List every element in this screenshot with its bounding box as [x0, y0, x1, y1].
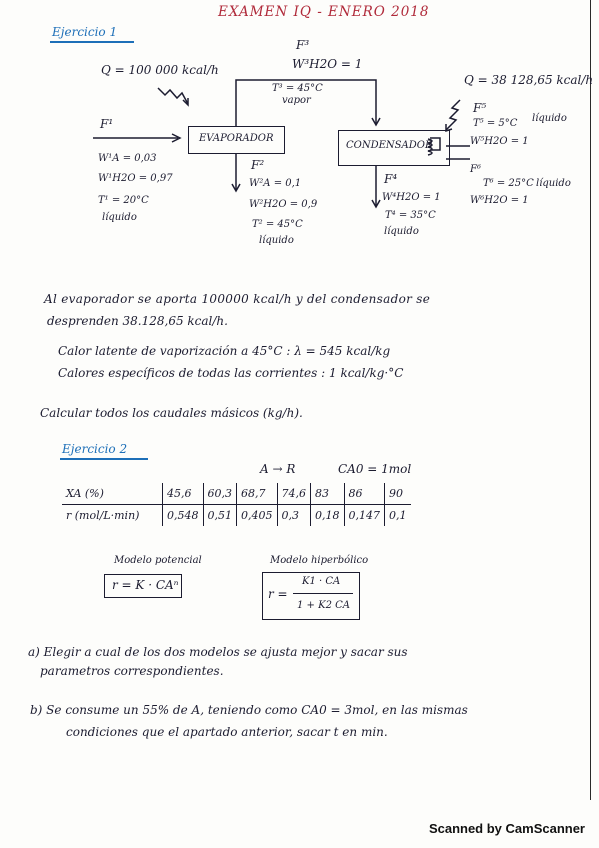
condenser-label: CONDENSADOR: [346, 140, 433, 151]
table-cell: 0,51: [203, 505, 237, 527]
f5-temperature: T⁵ = 5°C: [473, 118, 518, 129]
table-row: [62, 505, 411, 527]
f6-label: F⁶: [470, 164, 481, 175]
model-1-equation: r = K · CAⁿ: [112, 578, 179, 592]
table-row: [62, 483, 411, 505]
question-a-line-2: parametros correspondientes.: [40, 664, 224, 678]
f5-water-fraction: W⁵H2O = 1: [470, 136, 529, 147]
process-diagram: [0, 0, 599, 300]
kinetics-data-table: [62, 483, 411, 526]
f1-a-fraction: W¹A = 0,03: [98, 153, 157, 164]
f2-water-fraction: W²H2O = 0,9: [249, 199, 318, 210]
table-cell: 0,405: [237, 505, 278, 527]
f3-stream-line: [236, 80, 376, 127]
ca0-label: CA0 = 1mol: [338, 462, 412, 476]
f1-water-fraction: W¹H2O = 0,97: [98, 173, 173, 184]
table-cell: 0,18: [311, 505, 345, 527]
table-cell: 74,6: [277, 483, 311, 505]
model-2-denominator: 1 + K2 CA: [297, 600, 350, 611]
f1-label: F¹: [100, 117, 114, 131]
table-cell: 0,147: [344, 505, 385, 527]
f4-water-fraction: W⁴H2O = 1: [382, 192, 441, 203]
table-cell: 0,548: [163, 505, 204, 527]
scanner-watermark: Scanned by CamScanner: [428, 821, 585, 836]
f6-state: líquido: [536, 178, 571, 189]
f5-state: líquido: [532, 113, 567, 124]
q-evap-wavy-arrow: [158, 88, 188, 104]
fraction-bar: [293, 593, 353, 594]
q-cond-wavy-arrow: [446, 100, 460, 130]
table-cell: 45,6: [163, 483, 204, 505]
model-2-title: Modelo hiperbólico: [270, 555, 369, 566]
q-evaporator: Q = 100 000 kcal/h: [101, 63, 219, 77]
latent-heat-line: Calor latente de vaporización a 45°C : λ = 545 kcal/kg: [58, 344, 391, 358]
exercise-2-title: Ejercicio 2: [62, 442, 128, 456]
f5-label: F⁵: [473, 101, 487, 115]
question-b-line-2: condiciones que el apartado anterior, sacar t en min.: [66, 725, 388, 739]
table-cell: 0,3: [277, 505, 311, 527]
model-1-title: Modelo potencial: [114, 555, 202, 566]
f4-temperature: T⁴ = 35°C: [385, 210, 436, 221]
exercise-2-underline: [60, 458, 148, 460]
table-cell: 83: [311, 483, 345, 505]
table-row-label: r (mol/L·min): [66, 509, 140, 522]
table-cell: 86: [344, 483, 385, 505]
reaction-label: A → R: [260, 462, 296, 476]
f3-temperature: T³ = 45°C: [272, 83, 323, 94]
f3-label: F³: [296, 38, 310, 52]
table-cell: 60,3: [203, 483, 237, 505]
exam-title: EXAMEN IQ - ENERO 2018: [218, 4, 430, 20]
f2-a-fraction: W²A = 0,1: [249, 178, 302, 189]
f4-state: líquido: [384, 226, 419, 237]
f3-state: vapor: [282, 95, 311, 106]
f2-label: F²: [251, 158, 265, 172]
exercise-1-title: Ejercicio 1: [52, 25, 118, 39]
table-cell: 90: [385, 483, 411, 505]
table-row-label: XA (%): [62, 483, 163, 505]
table-cell: 68,7: [237, 483, 278, 505]
q-condenser: Q = 38 128,65 kcal/h: [464, 73, 594, 87]
statement-line-2: desprenden 38.128,65 kcal/h.: [47, 314, 228, 328]
model-2-lhs: r =: [268, 587, 288, 601]
calculate-line: Calcular todos los caudales másicos (kg/h).: [40, 406, 303, 420]
evaporator-label: EVAPORADOR: [199, 133, 274, 144]
f4-label: F⁴: [384, 172, 398, 186]
model-2-numerator: K1 · CA: [302, 576, 341, 587]
f6-water-fraction: W⁶H2O = 1: [470, 195, 529, 206]
statement-line-1: Al evaporador se aporta 100000 kcal/h y del condensador se: [44, 292, 431, 306]
question-a-line-1: a) Elegir a cual de los dos modelos se ajusta mejor y sacar sus: [28, 645, 408, 659]
specific-heat-line: Calores específicos de todas las corrientes : 1 kcal/kg·°C: [58, 366, 404, 380]
f2-temperature: T² = 45°C: [252, 219, 303, 230]
f1-temperature: T¹ = 20°C: [98, 195, 149, 206]
f6-temperature: T⁶ = 25°C: [483, 178, 534, 189]
f3-water-fraction: W³H2O = 1: [292, 57, 363, 71]
table-cell: 0,1: [385, 505, 411, 527]
f1-state: líquido: [102, 212, 137, 223]
question-b-line-1: b) Se consume un 55% de A, teniendo como CA0 = 3mol, en las mismas: [30, 703, 468, 717]
f2-state: líquido: [259, 235, 294, 246]
